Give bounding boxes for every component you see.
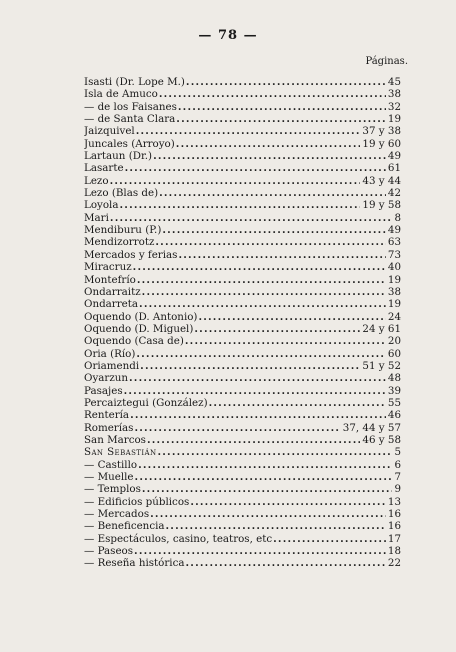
index-entry — [84, 311, 401, 323]
index-entry — [84, 397, 401, 409]
index-term: Oquendo (Casa de) — [84, 335, 184, 348]
index-term: Rentería — [84, 409, 130, 422]
index-term: Oquendo (D. Miguel) — [84, 322, 194, 335]
index-page-ref: 19 — [387, 273, 401, 286]
dot-leader — [186, 557, 386, 569]
index-term: Juncales (Arroyo) — [84, 137, 175, 150]
index-page-ref: 13 — [387, 495, 401, 508]
index-page-ref: 51 y 52 — [362, 359, 401, 372]
index-entry — [84, 76, 401, 88]
index-page-ref: 46 y 58 — [362, 433, 401, 446]
index-entry — [84, 199, 401, 211]
dot-leader — [130, 409, 386, 421]
index-page-ref: 16 — [387, 520, 401, 533]
index-entry — [84, 557, 401, 569]
index-term: — Espectáculos, casino, teatros, etc — [84, 532, 273, 545]
dot-leader — [136, 125, 361, 137]
index-page-ref: 43 y 44 — [362, 174, 401, 187]
dot-leader — [150, 508, 386, 520]
index-entry — [84, 274, 401, 286]
index-entry — [84, 212, 401, 224]
index-entry — [84, 261, 401, 273]
dot-leader — [110, 212, 393, 224]
dot-leader — [159, 187, 386, 199]
index-page-ref: 20 — [387, 335, 401, 348]
index-term: Loyola — [84, 199, 119, 212]
index-page-ref: 48 — [387, 372, 401, 385]
index-page-ref: 49 — [387, 224, 401, 237]
dot-leader — [194, 323, 360, 335]
index-term: Montefrío — [84, 273, 136, 286]
index-page-ref: 60 — [387, 347, 401, 360]
index-entry — [84, 298, 401, 310]
dot-leader — [153, 150, 386, 162]
index-page-ref: 40 — [387, 261, 401, 274]
index-term: — de Santa Clara — [84, 113, 176, 126]
dot-leader — [135, 471, 393, 483]
index-term: — Edificios públicos — [84, 495, 190, 508]
index-term: Mendizorrotz — [84, 236, 155, 249]
index-entry — [84, 323, 401, 335]
index-entry — [84, 372, 401, 384]
index-list — [84, 76, 401, 570]
index-entry — [84, 533, 401, 545]
index-page-ref: 19 — [387, 113, 401, 126]
index-entry — [84, 459, 401, 471]
index-page-ref: 6 — [394, 458, 401, 471]
index-entry — [84, 101, 401, 113]
index-term: San Sebastián — [84, 446, 157, 459]
dot-leader — [186, 76, 386, 88]
index-entry — [84, 508, 401, 520]
index-page-ref: 63 — [387, 236, 401, 249]
dot-leader — [178, 101, 386, 113]
dot-leader — [190, 496, 386, 508]
dot-leader — [166, 520, 386, 532]
index-term: San Marcos — [84, 433, 146, 446]
index-term: Ondarreta — [84, 298, 139, 311]
dot-leader — [138, 459, 392, 471]
index-term: Oria (Río) — [84, 347, 136, 360]
index-entry — [84, 125, 401, 137]
dot-leader — [198, 311, 385, 323]
dot-leader — [155, 236, 386, 248]
index-page-ref: 45 — [387, 76, 401, 88]
dot-leader — [185, 335, 386, 347]
index-term: Lezo — [84, 174, 109, 187]
index-page-ref: 19 y 58 — [362, 199, 401, 212]
index-term: Mercados y ferias — [84, 248, 178, 261]
dot-leader — [142, 483, 393, 495]
dot-leader — [147, 434, 360, 446]
dot-leader — [176, 138, 361, 150]
index-entry — [84, 162, 401, 174]
index-page-ref: 46 — [387, 409, 401, 422]
index-entry — [84, 545, 401, 557]
index-page-ref: 49 — [387, 150, 401, 163]
index-term: Lezo (Blas de) — [84, 187, 159, 200]
index-entry — [84, 187, 401, 199]
index-page-ref: 32 — [387, 100, 401, 113]
index-page-ref: 7 — [394, 471, 401, 483]
index-term: Percaiztegui (González) — [84, 396, 208, 409]
index-term: Oquendo (D. Antonio) — [84, 310, 198, 323]
index-page-ref: 9 — [394, 483, 401, 496]
index-term: Jaizquivel — [84, 125, 135, 138]
index-page-ref: 19 — [387, 298, 401, 311]
dot-leader — [120, 199, 361, 211]
dot-leader — [110, 175, 361, 187]
dot-leader — [140, 360, 360, 372]
index-term: Oyarzun — [84, 372, 129, 385]
index-term: Lasarte — [84, 162, 124, 175]
dot-leader — [273, 533, 386, 545]
index-entry — [84, 348, 401, 360]
index-entry — [84, 175, 401, 187]
index-page-ref: 42 — [387, 187, 401, 200]
index-entry — [84, 286, 401, 298]
dot-leader — [133, 261, 386, 273]
dot-leader — [129, 372, 386, 384]
index-entry — [84, 422, 401, 434]
dot-leader — [209, 397, 386, 409]
index-entry — [84, 224, 401, 236]
dot-leader — [136, 348, 386, 360]
dot-leader — [176, 113, 386, 125]
dot-leader — [139, 298, 386, 310]
dot-leader — [178, 249, 385, 261]
index-term: Ondarraitz — [84, 285, 141, 298]
index-page-ref: 37, 44 y 57 — [342, 421, 401, 434]
index-entry — [84, 483, 401, 495]
index-page-ref: 24 — [387, 310, 401, 323]
index-entry — [84, 335, 401, 347]
index-term: Miracruz — [84, 261, 132, 274]
index-page-ref: 18 — [387, 545, 401, 558]
index-entry — [84, 446, 401, 458]
index-term: — Castillo — [84, 458, 138, 471]
index-page-ref: 19 y 60 — [362, 137, 401, 150]
index-page-ref: 17 — [387, 532, 401, 545]
index-entry — [84, 471, 401, 483]
index-term: — Mercados — [84, 508, 150, 521]
index-term: Romerías — [84, 421, 134, 434]
index-entry — [84, 150, 401, 162]
pages-column-header: Páginas. — [365, 56, 408, 67]
index-page-ref: 16 — [387, 508, 401, 521]
dot-leader — [125, 162, 386, 174]
index-term: Isla de Amuco — [84, 88, 158, 101]
index-term: Isasti (Dr. Lope M.) — [84, 76, 185, 88]
index-entry — [84, 236, 401, 248]
index-page-ref: 8 — [394, 211, 401, 224]
dot-leader — [157, 446, 392, 458]
dot-leader — [142, 286, 386, 298]
dot-leader — [134, 545, 386, 557]
index-term: — Templos — [84, 483, 141, 496]
index-page-ref: 24 y 61 — [362, 322, 401, 335]
index-entry — [84, 434, 401, 446]
index-term: — Paseos — [84, 545, 134, 558]
index-entry — [84, 249, 401, 261]
index-term: — Beneficencia — [84, 520, 165, 533]
index-page-ref: 22 — [387, 557, 401, 570]
index-entry — [84, 88, 401, 100]
index-term: Oriamendi — [84, 359, 140, 372]
index-term: Pasajes — [84, 384, 123, 397]
index-entry — [84, 385, 401, 397]
index-term: Mari — [84, 211, 109, 224]
index-page-ref: 37 y 38 — [362, 125, 401, 138]
index-page-ref: 61 — [387, 162, 401, 175]
index-entry — [84, 496, 401, 508]
index-term: Mendiburu (P.) — [84, 224, 162, 237]
dot-leader — [159, 88, 386, 100]
index-page-ref: 5 — [394, 446, 401, 459]
index-entry — [84, 520, 401, 532]
index-page-ref: 55 — [387, 396, 401, 409]
index-page-ref: 38 — [387, 285, 401, 298]
dot-leader — [137, 274, 386, 286]
index-term: — Muelle — [84, 471, 134, 483]
dot-leader — [124, 385, 386, 397]
dot-leader — [134, 422, 340, 434]
index-term: — Reseña histórica — [84, 557, 185, 570]
index-entry — [84, 360, 401, 372]
index-term: — de los Faisanes — [84, 100, 177, 113]
index-entry — [84, 138, 401, 150]
index-entry — [84, 113, 401, 125]
index-page-ref: 39 — [387, 384, 401, 397]
dot-leader — [162, 224, 386, 236]
page-number: — 78 — — [198, 28, 258, 43]
index-entry — [84, 409, 401, 421]
index-page-ref: 38 — [387, 88, 401, 101]
index-term: Lartaun (Dr.) — [84, 150, 153, 163]
index-page-ref: 73 — [387, 248, 401, 261]
